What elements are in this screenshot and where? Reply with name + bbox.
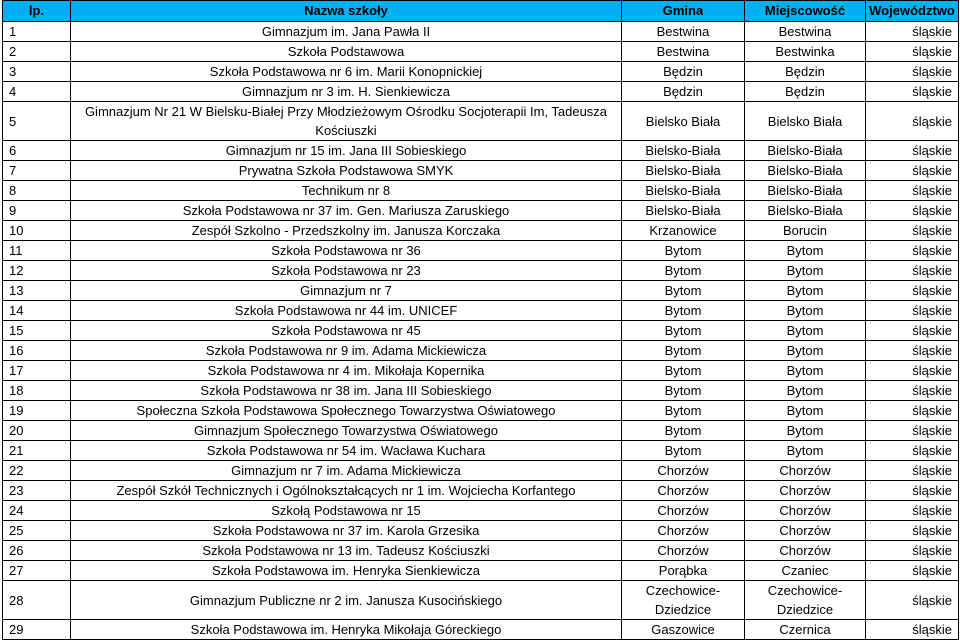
cell-lp: 19	[3, 401, 71, 421]
table-row	[3, 620, 959, 640]
cell-gmina: Bytom	[622, 241, 745, 261]
cell-wojewodztwo: śląskie	[866, 201, 959, 221]
cell-wojewodztwo: śląskie	[866, 341, 959, 361]
cell-miejscowosc: Bielsko Biała	[745, 102, 866, 141]
cell-miejscowosc: Bestwinka	[745, 42, 866, 62]
cell-gmina: Bestwina	[622, 42, 745, 62]
table-row	[3, 421, 959, 441]
cell-lp: 9	[3, 201, 71, 221]
cell-wojewodztwo: śląskie	[866, 581, 959, 620]
cell-school-name: Gimnazjum nr 15 im. Jana III Sobieskiego	[71, 141, 622, 161]
col-header-name: Nazwa szkoły	[71, 1, 622, 22]
table-body	[3, 22, 959, 640]
cell-gmina: Bestwina	[622, 22, 745, 42]
cell-school-name: Szkoła Podstawowa nr 23	[71, 261, 622, 281]
cell-lp: 15	[3, 321, 71, 341]
table-row	[3, 42, 959, 62]
cell-gmina: Gaszowice	[622, 620, 745, 640]
cell-school-name: Szkoła Podstawowa nr 6 im. Marii Konopnickiej	[71, 62, 622, 82]
cell-wojewodztwo: śląskie	[866, 281, 959, 301]
cell-lp: 7	[3, 161, 71, 181]
table-row	[3, 82, 959, 102]
cell-gmina: Bytom	[622, 281, 745, 301]
cell-lp: 18	[3, 381, 71, 401]
cell-lp: 24	[3, 501, 71, 521]
cell-school-name: Zespół Szkolno - Przedszkolny im. Janusza Korczaka	[71, 221, 622, 241]
cell-wojewodztwo: śląskie	[866, 102, 959, 141]
cell-school-name: Prywatna Szkoła Podstawowa SMYK	[71, 161, 622, 181]
cell-gmina: Bielsko-Biała	[622, 201, 745, 221]
table-row	[3, 161, 959, 181]
cell-lp: 5	[3, 102, 71, 141]
cell-school-name: Szkoła Podstawowa nr 37 im. Gen. Mariusza Zaruskiego	[71, 201, 622, 221]
cell-wojewodztwo: śląskie	[866, 481, 959, 501]
cell-wojewodztwo: śląskie	[866, 141, 959, 161]
cell-wojewodztwo: śląskie	[866, 561, 959, 581]
cell-wojewodztwo: śląskie	[866, 261, 959, 281]
cell-wojewodztwo: śląskie	[866, 82, 959, 102]
cell-gmina: Chorzów	[622, 501, 745, 521]
cell-lp: 3	[3, 62, 71, 82]
cell-lp: 29	[3, 620, 71, 640]
cell-lp: 25	[3, 521, 71, 541]
table-row	[3, 501, 959, 521]
cell-gmina: Bielsko-Biała	[622, 161, 745, 181]
cell-school-name: Szkoła Podstawowa im. Henryka Sienkiewicza	[71, 561, 622, 581]
table-row	[3, 541, 959, 561]
table-row	[3, 381, 959, 401]
cell-miejscowosc: Chorzów	[745, 461, 866, 481]
table-row	[3, 561, 959, 581]
cell-gmina: Bytom	[622, 381, 745, 401]
table-row	[3, 181, 959, 201]
schools-table	[2, 0, 959, 640]
cell-miejscowosc: Będzin	[745, 82, 866, 102]
cell-school-name: Gimnazjum Społecznego Towarzystwa Oświatowego	[71, 421, 622, 441]
cell-wojewodztwo: śląskie	[866, 541, 959, 561]
cell-gmina: Bytom	[622, 441, 745, 461]
cell-school-name: Szkoła Podstawowa nr 36	[71, 241, 622, 261]
cell-school-name: Gimnazjum im. Jana Pawła II	[71, 22, 622, 42]
cell-miejscowosc: Bytom	[745, 441, 866, 461]
cell-school-name: Gimnazjum Nr 21 W Bielsku-Białej Przy Młodzieżowym Ośrodku Socjoterapii Im, Tadeusza Kościuszki	[71, 102, 622, 141]
cell-lp: 21	[3, 441, 71, 461]
cell-wojewodztwo: śląskie	[866, 321, 959, 341]
cell-lp: 16	[3, 341, 71, 361]
cell-wojewodztwo: śląskie	[866, 501, 959, 521]
cell-gmina: Bytom	[622, 321, 745, 341]
cell-miejscowosc: Chorzów	[745, 521, 866, 541]
cell-wojewodztwo: śląskie	[866, 381, 959, 401]
table-row	[3, 341, 959, 361]
cell-miejscowosc: Chorzów	[745, 501, 866, 521]
cell-miejscowosc: Czechowice-Dziedzice	[745, 581, 866, 620]
table-row	[3, 361, 959, 381]
cell-lp: 10	[3, 221, 71, 241]
cell-school-name: Społeczna Szkoła Podstawowa Społecznego Towarzystwa Oświatowego	[71, 401, 622, 421]
table-row	[3, 441, 959, 461]
cell-gmina: Bytom	[622, 401, 745, 421]
cell-miejscowosc: Bytom	[745, 421, 866, 441]
cell-lp: 28	[3, 581, 71, 620]
cell-miejscowosc: Bytom	[745, 341, 866, 361]
cell-gmina: Bielsko Biała	[622, 102, 745, 141]
col-header-wojewodztwo: Województwo	[866, 1, 959, 22]
cell-gmina: Chorzów	[622, 481, 745, 501]
cell-lp: 11	[3, 241, 71, 261]
cell-miejscowosc: Bytom	[745, 401, 866, 421]
cell-school-name: Szkoła Podstawowa nr 9 im. Adama Mickiewicza	[71, 341, 622, 361]
cell-miejscowosc: Czaniec	[745, 561, 866, 581]
cell-school-name: Szkoła Podstawowa nr 4 im. Mikołaja Kopernika	[71, 361, 622, 381]
cell-school-name: Zespół Szkół Technicznych i Ogólnokształcących nr 1 im. Wojciecha Korfantego	[71, 481, 622, 501]
cell-school-name: Szkoła Podstawowa nr 13 im. Tadeusz Kościuszki	[71, 541, 622, 561]
cell-wojewodztwo: śląskie	[866, 521, 959, 541]
cell-miejscowosc: Bielsko-Biała	[745, 201, 866, 221]
cell-school-name: Technikum nr 8	[71, 181, 622, 201]
table-row	[3, 581, 959, 620]
cell-school-name: Gimnazjum Publiczne nr 2 im. Janusza Kusocińskiego	[71, 581, 622, 620]
header-row	[3, 1, 959, 22]
table-row	[3, 321, 959, 341]
table-row	[3, 461, 959, 481]
cell-school-name: Szkoła Podstawowa nr 54 im. Wacława Kuchara	[71, 441, 622, 461]
cell-lp: 26	[3, 541, 71, 561]
cell-wojewodztwo: śląskie	[866, 22, 959, 42]
cell-gmina: Bytom	[622, 361, 745, 381]
cell-miejscowosc: Borucin	[745, 221, 866, 241]
cell-miejscowosc: Bytom	[745, 241, 866, 261]
table-row	[3, 62, 959, 82]
cell-miejscowosc: Bytom	[745, 301, 866, 321]
cell-lp: 17	[3, 361, 71, 381]
cell-school-name: Szkoła Podstawowa nr 44 im. UNICEF	[71, 301, 622, 321]
cell-gmina: Będzin	[622, 82, 745, 102]
cell-gmina: Czechowice-Dziedzice	[622, 581, 745, 620]
cell-wojewodztwo: śląskie	[866, 221, 959, 241]
cell-wojewodztwo: śląskie	[866, 42, 959, 62]
table-row	[3, 301, 959, 321]
cell-school-name: Szkoła Podstawowa nr 45	[71, 321, 622, 341]
cell-lp: 8	[3, 181, 71, 201]
cell-lp: 14	[3, 301, 71, 321]
table-row	[3, 481, 959, 501]
cell-gmina: Bytom	[622, 341, 745, 361]
cell-wojewodztwo: śląskie	[866, 161, 959, 181]
cell-school-name: Szkoła Podstawowa	[71, 42, 622, 62]
cell-school-name: Gimnazjum nr 7	[71, 281, 622, 301]
cell-lp: 13	[3, 281, 71, 301]
cell-school-name: Gimnazjum nr 7 im. Adama Mickiewicza	[71, 461, 622, 481]
cell-gmina: Krzanowice	[622, 221, 745, 241]
cell-gmina: Chorzów	[622, 461, 745, 481]
cell-school-name: Szkołą Podstawowa nr 15	[71, 501, 622, 521]
cell-gmina: Bytom	[622, 261, 745, 281]
table-row	[3, 241, 959, 261]
cell-gmina: Bytom	[622, 421, 745, 441]
cell-wojewodztwo: śląskie	[866, 620, 959, 640]
cell-wojewodztwo: śląskie	[866, 461, 959, 481]
table-row	[3, 521, 959, 541]
cell-wojewodztwo: śląskie	[866, 361, 959, 381]
table-row	[3, 141, 959, 161]
cell-miejscowosc: Bytom	[745, 281, 866, 301]
table-row	[3, 201, 959, 221]
cell-gmina: Będzin	[622, 62, 745, 82]
cell-miejscowosc: Będzin	[745, 62, 866, 82]
table-row	[3, 281, 959, 301]
cell-miejscowosc: Bestwina	[745, 22, 866, 42]
cell-gmina: Porąbka	[622, 561, 745, 581]
cell-lp: 1	[3, 22, 71, 42]
cell-school-name: Szkoła Podstawowa im. Henryka Mikołaja Góreckiego	[71, 620, 622, 640]
cell-lp: 12	[3, 261, 71, 281]
cell-miejscowosc: Bytom	[745, 321, 866, 341]
col-header-lp: lp.	[3, 1, 71, 22]
cell-lp: 23	[3, 481, 71, 501]
cell-school-name: Szkoła Podstawowa nr 38 im. Jana III Sobieskiego	[71, 381, 622, 401]
cell-school-name: Szkoła Podstawowa nr 37 im. Karola Grzesika	[71, 521, 622, 541]
cell-wojewodztwo: śląskie	[866, 241, 959, 261]
cell-school-name: Gimnazjum nr 3 im. H. Sienkiewicza	[71, 82, 622, 102]
cell-miejscowosc: Bytom	[745, 261, 866, 281]
table-row	[3, 221, 959, 241]
table-row	[3, 102, 959, 141]
cell-wojewodztwo: śląskie	[866, 301, 959, 321]
cell-lp: 27	[3, 561, 71, 581]
col-header-gmina: Gmina	[622, 1, 745, 22]
cell-lp: 22	[3, 461, 71, 481]
cell-miejscowosc: Czernica	[745, 620, 866, 640]
cell-lp: 20	[3, 421, 71, 441]
cell-gmina: Bielsko-Biała	[622, 181, 745, 201]
cell-lp: 2	[3, 42, 71, 62]
cell-wojewodztwo: śląskie	[866, 181, 959, 201]
col-header-miejscowosc: Miejscowość	[745, 1, 866, 22]
cell-gmina: Chorzów	[622, 521, 745, 541]
cell-wojewodztwo: śląskie	[866, 441, 959, 461]
table-row	[3, 401, 959, 421]
cell-miejscowosc: Bielsko-Biała	[745, 181, 866, 201]
cell-miejscowosc: Bytom	[745, 381, 866, 401]
cell-lp: 6	[3, 141, 71, 161]
cell-miejscowosc: Bytom	[745, 361, 866, 381]
cell-miejscowosc: Chorzów	[745, 541, 866, 561]
cell-wojewodztwo: śląskie	[866, 62, 959, 82]
cell-miejscowosc: Bielsko-Biała	[745, 161, 866, 181]
cell-wojewodztwo: śląskie	[866, 401, 959, 421]
cell-wojewodztwo: śląskie	[866, 421, 959, 441]
cell-miejscowosc: Bielsko-Biała	[745, 141, 866, 161]
cell-lp: 4	[3, 82, 71, 102]
cell-miejscowosc: Chorzów	[745, 481, 866, 501]
table-row	[3, 22, 959, 42]
table-row	[3, 261, 959, 281]
cell-gmina: Bytom	[622, 301, 745, 321]
cell-gmina: Chorzów	[622, 541, 745, 561]
cell-gmina: Bielsko-Biała	[622, 141, 745, 161]
